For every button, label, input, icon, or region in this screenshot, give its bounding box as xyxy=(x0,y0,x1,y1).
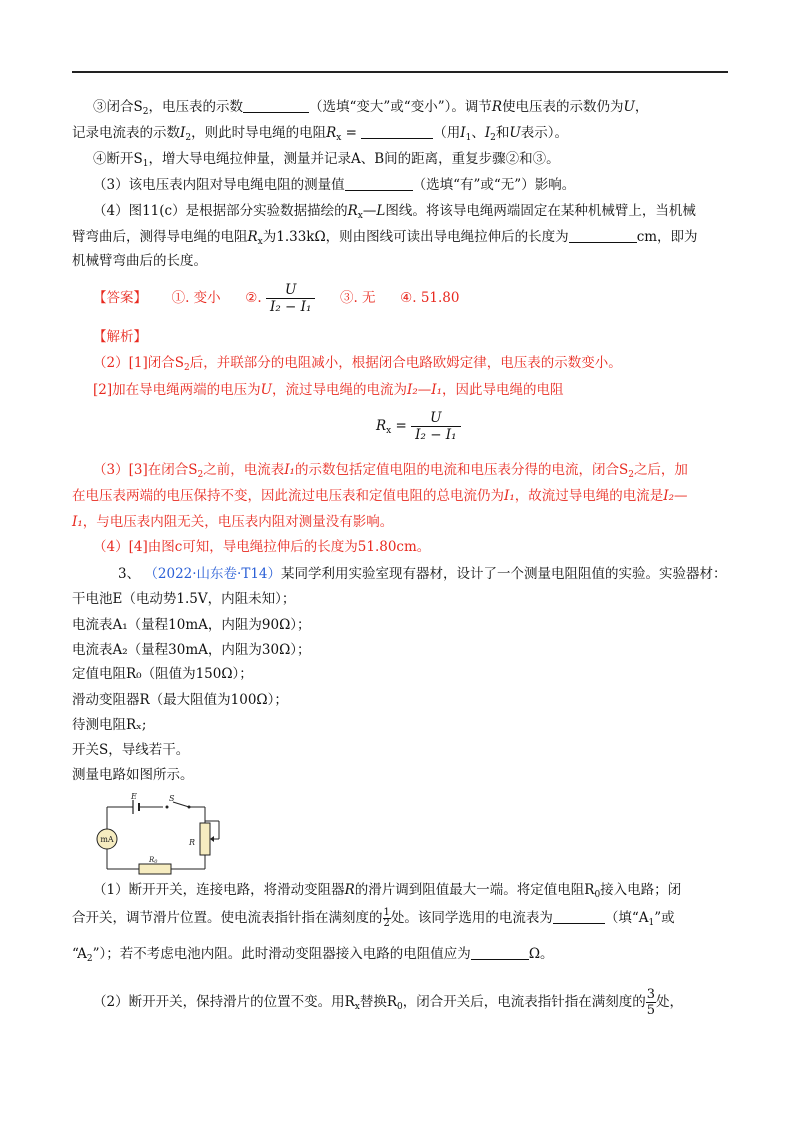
answer-blank-3[interactable] xyxy=(345,176,413,191)
half-fraction: $\frac{1}{2}$ xyxy=(383,907,390,929)
answer-blank-1[interactable] xyxy=(243,98,309,113)
analysis-line2: [2]加在导电绳两端的电压为U，流过导电绳的电流为I₂—I₁，因此导电绳的电阻 xyxy=(93,382,564,398)
analysis-line4: 在电压表两端的电压保持不变，因此流过电压表和定值电阻的总电流仍为I₁，故流过导电绳的电流是I₂— xyxy=(72,488,688,504)
analysis-equation: $R_x$ = $\frac{U}{\text{I₂ − I₁}}$ xyxy=(376,406,461,451)
answer-line: 【答案】 ①. 变小 ②. $\frac{U}{\text{I₂ − I₁}}$ ③. 无 ④. 51.80 xyxy=(93,282,460,315)
answer-fraction: $\frac{U}{\text{I₂ − I₁}}$ xyxy=(266,282,315,315)
answer-label: 【答案】 xyxy=(93,290,147,306)
equation-fraction: $\frac{U}{\text{I₂ − I₁}}$ xyxy=(411,410,460,443)
equipment-item: 测量电路如图所示。 xyxy=(72,767,194,783)
equipment-item: 待测电阻Rₓ; xyxy=(72,717,147,733)
header-rule xyxy=(72,71,728,73)
question3-heading: 3、 （2022·山东卷·T14）某同学利用实验室现有器材，设计了一个测量电阻阻值的实验。实验器材： xyxy=(118,566,727,582)
step3-line1: ③闭合$S_2$，电压表的示数 （选填“变大”或“变小”）。调节R使电压表的示数仍为U， xyxy=(93,99,649,117)
part2-line1: （2）断开开关，保持滑片的位置不变。用$R_x$替换$R_0$，闭合开关后，电流表指针指在满刻度的 $\frac{3}{5}$ 处， xyxy=(93,987,684,1018)
q4-line3: 机械臂弯曲后的长度。 xyxy=(72,253,207,269)
switch-contact xyxy=(188,806,191,809)
analysis-line3: （3）[3]在闭合$S_2$之前，电流表I₁的示数包括定值电阻的电流和电压表分得的电流，闭合$S_2$之后，加 xyxy=(93,462,688,480)
analysis-line5: I₁，与电压表内阻无关，电压表内阻对测量没有影响。 xyxy=(72,514,394,530)
answer-blank-6[interactable] xyxy=(471,945,529,960)
equipment-item: 开关S，导线若干。 xyxy=(72,742,190,758)
slider-arrow-icon xyxy=(210,836,214,842)
q4-line1: （4）图11(c）是根据部分实验数据描绘的$R_x—L$图线。将该导电绳两端固定在某种机械臂上，当机械 xyxy=(93,203,696,221)
r0-label: R0 xyxy=(149,856,158,865)
equipment-item: 定值电阻R₀（阻值为150Ω）； xyxy=(72,666,253,682)
rheostat-label: R xyxy=(189,838,196,847)
step4-line: ④断开$S_1$，增大导电绳拉伸量，测量并记录A、B间的距离，重复步骤②和③。 xyxy=(93,151,560,169)
q4-line2: 臂弯曲后，测得导电绳的电阻$R_x$为1.33kΩ，则由图线可读出导电绳拉伸后的长度为 cm，即为 xyxy=(72,229,698,247)
part1-line1: （1）断开开关，连接电路，将滑动变阻器R的滑片调到阻值最大一端。将定值电阻$R_0$接入电路；闭 xyxy=(93,882,682,900)
part1-line2: 合开关，调节滑片位置。使电流表指针指在满刻度的 $\frac{1}{2}$ 处。该同学选用的电流表为 （填“$A_1$”或 xyxy=(72,907,675,929)
equipment-item: 干电池E（电动势1.5V，内阻未知）； xyxy=(72,591,296,607)
q3-line: （3）该电压表内阻对导电绳电阻的测量值 （选填“有”或“无”）影响。 xyxy=(93,177,576,193)
analysis-line1: （2）[1]闭合$S_2$后，并联部分的电阻减小，根据闭合电路欧姆定律，电压表的示数变小。 xyxy=(93,355,622,373)
part1-line3: “$A_2$”）；若不考虑电池内阻。此时滑动变阻器接入电路的电阻值应为 Ω。 xyxy=(72,946,554,964)
analysis-label: 【解析】 xyxy=(93,329,147,345)
r0-resistor-symbol xyxy=(139,864,171,874)
ammeter-label: mA xyxy=(100,835,114,844)
three-fifths-fraction: $\frac{3}{5}$ xyxy=(646,987,656,1018)
switch-contact xyxy=(166,806,169,809)
step3-line2: 记录电流表的示数$I_2$，则此时导电绳的电阻$R_x$ = （用$I_1$、$I_2$和U表示）。 xyxy=(72,125,569,143)
battery-label: E xyxy=(131,793,137,801)
equipment-item: 滑动变阻器R（最大阻值为100Ω）； xyxy=(72,692,288,708)
equipment-item: 电流表A₁（量程10mA，内阻为90Ω）； xyxy=(72,617,311,633)
analysis-line6: （4）[4]由图c可知，导电绳拉伸后的长度为51.80cm。 xyxy=(93,539,431,555)
rheostat-symbol xyxy=(200,823,210,855)
switch-label: S xyxy=(169,794,175,803)
question-source-link[interactable]: （2022·山东卷·T14） xyxy=(144,566,282,582)
circuit-diagram xyxy=(95,793,225,875)
answer-blank-4[interactable] xyxy=(569,228,637,243)
answer-blank-2[interactable] xyxy=(361,124,433,139)
equipment-item: 电流表A₂（量程30mA，内阻为30Ω）； xyxy=(72,642,311,658)
answer-blank-5[interactable] xyxy=(553,909,605,924)
